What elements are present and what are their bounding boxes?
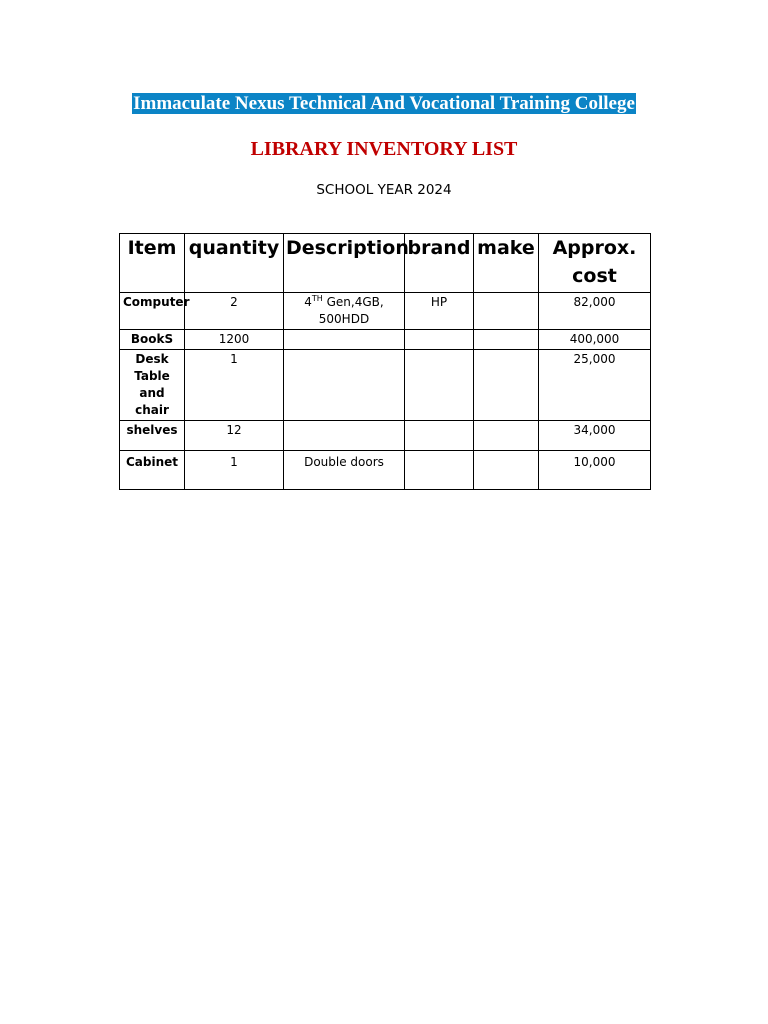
inventory-table <box>119 233 651 490</box>
table-row <box>120 350 651 421</box>
brand-cell <box>405 330 474 350</box>
item-cell: shelves <box>120 421 185 451</box>
description-cell <box>284 421 405 451</box>
quantity-cell: 12 <box>185 421 284 451</box>
inventory-list-title: LIBRARY INVENTORY LIST <box>250 138 518 160</box>
quantity-cell: 2 <box>185 293 284 330</box>
column-header-brand: brand <box>405 234 474 293</box>
brand-cell <box>405 421 474 451</box>
column-header-make: make <box>474 234 539 293</box>
item-cell: BookS <box>120 330 185 350</box>
description-cell <box>284 293 405 330</box>
make-cell <box>474 421 539 451</box>
column-header-item: Item <box>120 234 185 293</box>
cost-cell: 82,000 <box>539 293 651 330</box>
make-cell <box>474 451 539 490</box>
school-year-label: SCHOOL YEAR 2024 <box>316 182 452 198</box>
table-row <box>120 293 651 330</box>
cost-cell: 34,000 <box>539 421 651 451</box>
description-cell: Double doors <box>284 451 405 490</box>
quantity-cell: 1 <box>185 451 284 490</box>
table-header-row <box>120 234 651 293</box>
brand-cell <box>405 350 474 421</box>
brand-cell <box>405 451 474 490</box>
cost-cell: 400,000 <box>539 330 651 350</box>
cost-cell: 10,000 <box>539 451 651 490</box>
description-prefix: 4 <box>304 295 312 309</box>
quantity-cell: 1 <box>185 350 284 421</box>
description-rest: Gen,4GB, 500HDD <box>318 295 384 326</box>
table-row <box>120 451 651 490</box>
make-cell <box>474 350 539 421</box>
description-cell <box>284 330 405 350</box>
make-cell <box>474 293 539 330</box>
quantity-cell: 1200 <box>185 330 284 350</box>
item-cell: Cabinet <box>120 451 185 490</box>
table-row <box>120 421 651 451</box>
cost-cell: 25,000 <box>539 350 651 421</box>
table-row <box>120 330 651 350</box>
item-cell: Computer <box>120 293 185 330</box>
item-cell: Desk Table and chair <box>120 350 185 421</box>
column-header-approx-cost: Approx. cost <box>539 234 651 293</box>
description-superscript: TH <box>311 294 323 303</box>
make-cell <box>474 330 539 350</box>
column-header-quantity: quantity <box>185 234 284 293</box>
college-name-heading <box>0 92 768 116</box>
college-name-highlight: Immaculate Nexus Technical And Vocational Training College <box>133 93 635 114</box>
brand-cell: HP <box>405 293 474 330</box>
description-cell <box>284 350 405 421</box>
column-header-description: Description <box>284 234 405 293</box>
